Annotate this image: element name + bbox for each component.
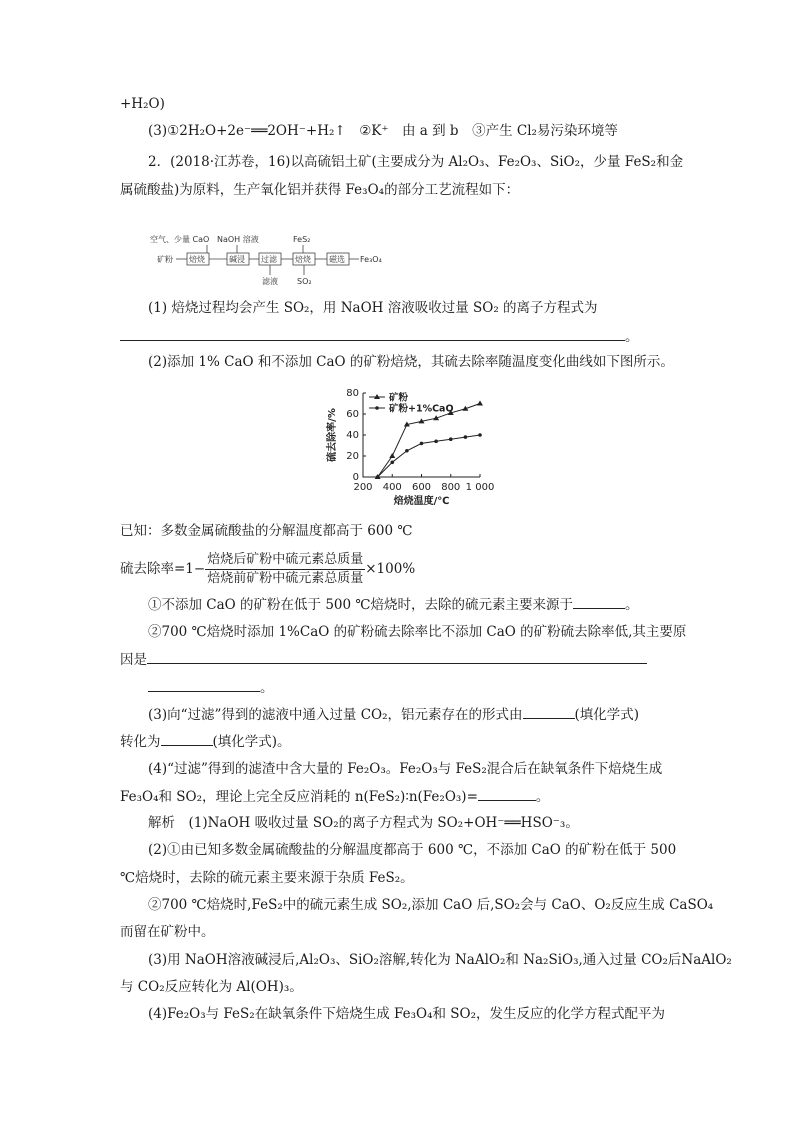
y-tick-label: 20: [346, 451, 359, 462]
x-tick-label: 800: [441, 482, 461, 493]
punct: 。: [260, 680, 274, 696]
question-2b-cont: [120, 649, 647, 670]
flow-output-filtrate: 滤液: [262, 277, 278, 286]
data-point: [389, 453, 395, 458]
process-flow-diagram: [145, 228, 395, 290]
legend-marker: [375, 406, 379, 410]
answer-blank-1-line: [120, 326, 639, 347]
data-point: [405, 449, 409, 453]
flow-end: Fe₃O₄: [360, 255, 382, 264]
known-condition: 已知：多数金属硫酸盐的分解温度都高于 600 ℃: [120, 523, 413, 539]
data-point: [477, 401, 483, 406]
q3b-text: 转化为: [120, 734, 161, 750]
analysis-2: (2)①由已知多数金属硫酸盐的分解温度都高于 600 ℃，不添加 CaO 的矿粉在低于 500: [148, 842, 677, 858]
y-tick-label: 60: [346, 409, 359, 420]
flow-output-so2: SO₂: [297, 277, 312, 286]
question-2a: [148, 594, 638, 615]
sulfur-removal-chart: [325, 385, 500, 515]
y-tick-label: 80: [346, 388, 359, 399]
formula-fraction: [205, 551, 365, 588]
punct: 。: [535, 789, 550, 805]
formula-denominator: 焙烧前矿粉中硫元素总质量: [207, 570, 364, 586]
q3-mid: (填化学式): [574, 707, 640, 723]
analysis-2-cont: ℃焙烧时，去除的硫元素主要来源于杂质 FeS₂。: [120, 870, 414, 886]
x-tick-label: 400: [382, 482, 402, 493]
svg-text:过滤: 过滤: [261, 255, 277, 264]
answer-line: (3)①2H₂O+2e⁻══2OH⁻+H₂↑ ②K⁺ 由 a 到 b ③产生 Cl₂易污染环境等: [148, 123, 618, 139]
y-axis-label: 硫去除率/%: [327, 408, 338, 462]
data-point: [420, 442, 424, 446]
punct: 。: [625, 329, 639, 345]
x-tick-label: 1 000: [465, 482, 495, 493]
q3b-end: (填化学式)。: [212, 734, 291, 750]
text-line: +H₂O): [120, 96, 165, 112]
answer-blank[interactable]: [120, 326, 625, 341]
data-point: [376, 475, 380, 479]
answer-blank[interactable]: [573, 594, 625, 609]
flow-input-naoh: NaOH 溶液: [217, 235, 259, 244]
analysis-1: 解析 (1)NaOH 吸收过量 SO₂的离子方程式为 SO₂+OH⁻══HSO⁻₃。: [148, 815, 579, 831]
data-point: [434, 440, 438, 444]
question-4: (4)“过滤”得到的滤渣中含大量的 Fe₂O₃。Fe₂O₃与 FeS₂混合后在缺氧条件下焙烧生成: [148, 761, 663, 777]
svg-text:焙烧: 焙烧: [189, 255, 205, 264]
analysis-4: (3)用 NaOH溶液碱浸后,Al₂O₃、SiO₂溶解,转化为 NaAlO₂和 Na₂SiO₃,通入过量 CO₂后NaAlO₂: [148, 952, 732, 968]
analysis-4-cont: 与 CO₂反应转化为 Al(OH)₃。: [120, 979, 303, 995]
punct: 。: [624, 597, 639, 613]
answer-blank[interactable]: [478, 786, 536, 801]
legend-label: 矿粉+1%CaO: [389, 403, 454, 415]
formula-prefix: 硫去除率=1−: [120, 561, 206, 577]
question-2b: ②700 ℃焙烧时添加 1%CaO 的矿粉硫去除率比不添加 CaO 的矿粉硫去除率低,其主要原: [148, 624, 687, 640]
formula-numerator: 焙烧后矿粉中硫元素总质量: [205, 551, 365, 570]
flow-input-fes2: FeS₂: [293, 235, 311, 244]
x-tick-label: 600: [411, 482, 432, 493]
series-line-0: [378, 404, 480, 478]
q3-text: (3)向“过滤”得到的滤液中通入过量 CO₂，铝元素存在的形式由: [148, 707, 523, 723]
data-point: [390, 461, 394, 465]
analysis-3: ②700 ℃焙烧时,FeS₂中的硫元素生成 SO₂,添加 CaO 后,SO₂会与 CaO、O₂反应生成 CaSO₄: [148, 897, 714, 913]
answer-blank[interactable]: [147, 649, 647, 664]
data-point: [449, 437, 453, 441]
flow-input-air-cao: 空气、少量 CaO: [150, 235, 210, 244]
legend-label: 矿粉: [389, 392, 409, 404]
svg-text:焙烧: 焙烧: [295, 255, 311, 264]
analysis-5: (4)Fe₂O₃与 FeS₂在缺氧条件下焙烧生成 Fe₃O₄和 SO₂，发生反应的化学方程式配平为: [148, 1006, 666, 1022]
x-tick-label: 200: [353, 482, 373, 493]
flow-start: 矿粉: [157, 255, 173, 264]
q2a-text: ①不添加 CaO 的矿粉在低于 500 ℃焙烧时，去除的硫元素主要来源于: [148, 597, 573, 613]
data-point: [478, 433, 482, 437]
question-3-cont: [120, 731, 291, 752]
answer-blank[interactable]: [148, 677, 260, 692]
q4b-text: Fe₃O₄和 SO₂，理论上完全反应消耗的 n(FeS₂)∶n(Fe₂O₃)=: [120, 789, 478, 805]
svg-text:磁选: 磁选: [329, 255, 345, 264]
answer-blank[interactable]: [523, 704, 575, 719]
question-4-cont: [120, 786, 549, 807]
answer-blank[interactable]: [161, 731, 213, 746]
question-2b-cont2: [148, 677, 274, 698]
x-axis-label: 焙烧温度/℃: [393, 496, 450, 507]
question-intro: 2．(2018·江苏卷，16)以高硫铝土矿(主要成分为 Al₂O₃、Fe₂O₃、SiO₂，少量 FeS₂和金: [148, 154, 684, 170]
y-tick-label: 0: [352, 472, 359, 483]
svg-text:碱浸: 碱浸: [229, 255, 245, 264]
question-3: [148, 704, 639, 725]
formula-line: [120, 549, 415, 589]
question-intro-cont: 属硫酸盐)为原料，生产氧化铝并获得 Fe₃O₄的部分工艺流程如下：: [120, 182, 520, 198]
question-2: (2)添加 1% CaO 和不添加 CaO 的矿粉焙烧，其硫去除率随温度变化曲线如下图所示。: [148, 354, 674, 370]
question-1: (1) 焙烧过程均会产生 SO₂，用 NaOH 溶液吸收过量 SO₂ 的离子方程式为: [148, 300, 598, 316]
y-tick-label: 40: [346, 430, 359, 441]
formula-suffix: ×100%: [365, 561, 416, 577]
q2b-text: 因是: [120, 652, 147, 668]
data-point: [464, 435, 468, 439]
analysis-3-cont: 而留在矿粉中。: [120, 924, 215, 940]
